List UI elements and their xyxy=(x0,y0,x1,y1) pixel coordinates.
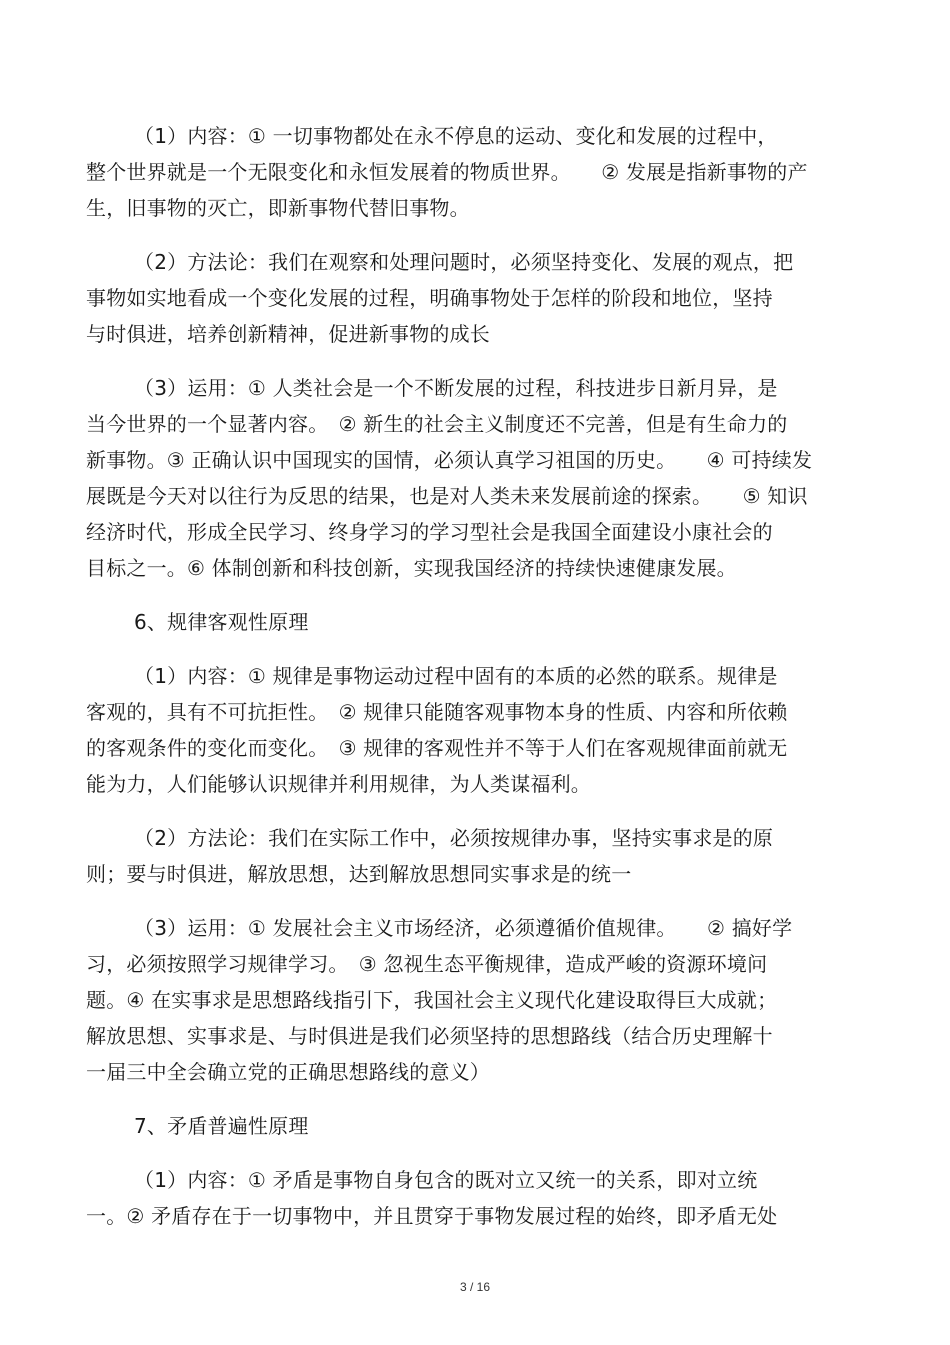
para-contradiction-content-line: （1）内容：① 矛盾是事物自身包含的既对立又统一的关系，即对立统 xyxy=(134,1168,758,1192)
para-contradiction-content-line: 一。② 矛盾存在于一切事物中，并且贯穿于事物发展过程的始终，即矛盾无处 xyxy=(86,1204,778,1228)
para-development-application-line: 经济时代，形成全民学习、终身学习的学习型社会是我国全面建设小康社会的 xyxy=(86,520,773,544)
para-development-application-line: 目标之一。⑥ 体制创新和科技创新，实现我国经济的持续快速健康发展。 xyxy=(86,556,737,580)
para-law-content-line: 能为力，人们能够认识规律并利用规律，为人类谋福利。 xyxy=(86,772,591,796)
heading-7-line: 7、矛盾普遍性原理 xyxy=(134,1114,309,1138)
para-law-application-line: （3）运用：① 发展社会主义市场经济，必须遵循价值规律。 ② 搞好学 xyxy=(134,916,793,940)
para-development-application-line: 新事物。③ 正确认识中国现实的国情，必须认真学习祖国的历史。 ④ 可持续发 xyxy=(86,448,813,472)
page-number: 3 / 16 xyxy=(459,1280,491,1294)
para-development-method-line: 与时俱进，培养创新精神，促进新事物的成长 xyxy=(86,322,490,346)
para-development-application-line: （3）运用：① 人类社会是一个不断发展的过程，科技进步日新月异，是 xyxy=(134,376,778,400)
para-law-content-line: （1）内容：① 规律是事物运动过程中固有的本质的必然的联系。规律是 xyxy=(134,664,778,688)
para-law-method-line: （2）方法论：我们在实际工作中，必须按规律办事，坚持实事求是的原 xyxy=(134,826,774,850)
para-law-content-line: 客观的，具有不可抗拒性。 ② 规律只能随客观事物本身的性质、内容和所依赖 xyxy=(86,700,788,724)
heading-6-line: 6、规律客观性原理 xyxy=(134,610,309,634)
para-development-application-line: 展既是今天对以往行为反思的结果，也是对人类未来发展前途的探索。 ⑤ 知识 xyxy=(86,484,808,508)
para-law-application-line: 题。④ 在实事求是思想路线指引下，我国社会主义现代化建设取得巨大成就； xyxy=(86,988,778,1012)
para-development-method-line: 事物如实地看成一个变化发展的过程，明确事物处于怎样的阶段和地位，坚持 xyxy=(86,286,773,310)
para-law-content-line: 的客观条件的变化而变化。 ③ 规律的客观性并不等于人们在客观规律面前就无 xyxy=(86,736,788,760)
para-development-application-line: 当今世界的一个显著内容。 ② 新生的社会主义制度还不完善，但是有生命力的 xyxy=(86,412,788,436)
para-development-method-line: （2）方法论：我们在观察和处理问题时，必须坚持变化、发展的观点，把 xyxy=(134,250,794,274)
para-development-content-line: （1）内容：① 一切事物都处在永不停息的运动、变化和发展的过程中， xyxy=(134,124,778,148)
para-law-application-line: 习，必须按照学习规律学习。 ③ 忽视生态平衡规律，造成严峻的资源环境问 xyxy=(86,952,768,976)
para-law-method-line: 则；要与时俱进，解放思想，达到解放思想同实事求是的统一 xyxy=(86,862,632,886)
para-development-content-line: 整个世界就是一个无限变化和永恒发展着的物质世界。 ② 发展是指新事物的产 xyxy=(86,160,808,184)
para-development-content-line: 生，旧事物的灭亡，即新事物代替旧事物。 xyxy=(86,196,470,220)
para-law-application-line: 解放思想、实事求是、与时俱进是我们必须坚持的思想路线（结合历史理解十 xyxy=(86,1024,773,1048)
para-law-application-line: 一届三中全会确立党的正确思想路线的意义） xyxy=(86,1060,490,1084)
